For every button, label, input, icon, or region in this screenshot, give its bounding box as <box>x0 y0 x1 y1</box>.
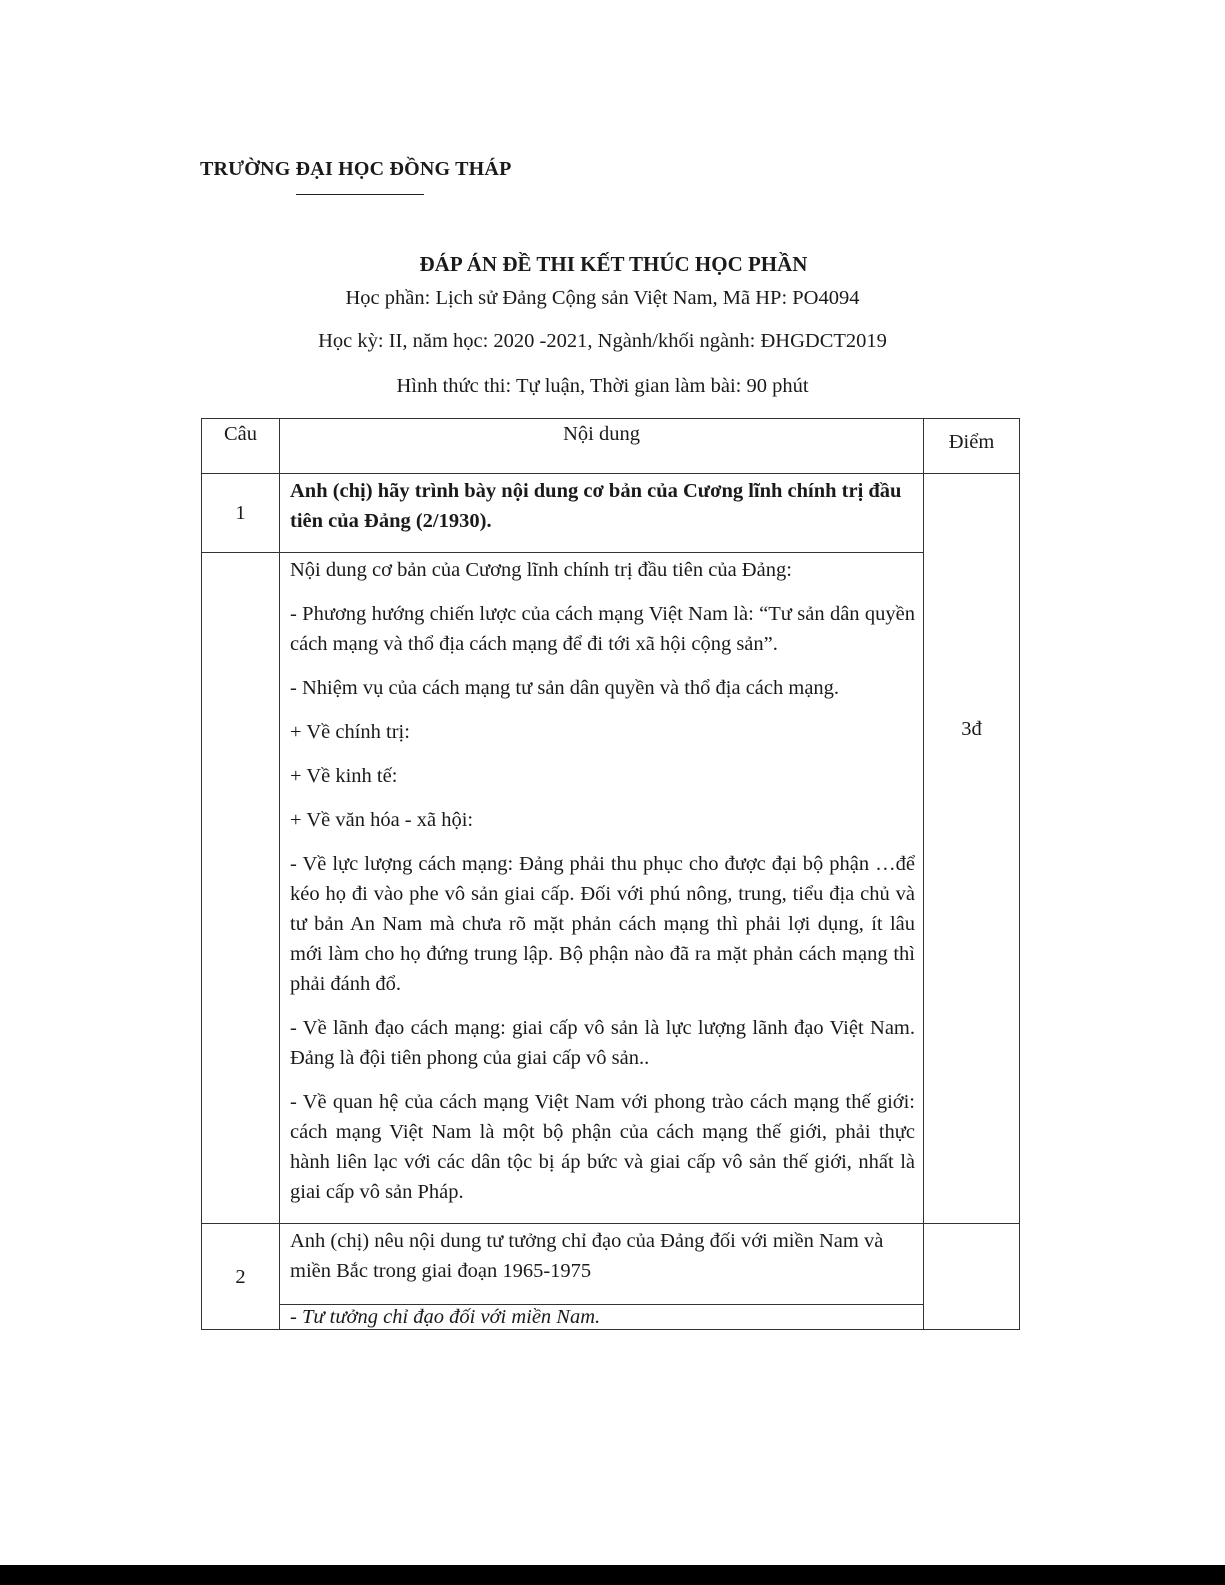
q1-answer-line: - Về quan hệ của cách mạng Việt Nam với phong trào cách mạng thế giới: cách mạng Việt Nam là một bộ phận của cách mạng thế giới, phải thực hành liên lạc với các dân tộc bị áp bức và giai cấp vô sản thế giới, nhất là giai cấp vô sản Pháp. <box>290 1091 915 1203</box>
scan-bottom-edge <box>0 1565 1225 1585</box>
q1-score: 3đ <box>961 718 982 740</box>
table-header-row <box>202 419 1020 474</box>
q1-number-spacer <box>202 553 280 1224</box>
q1-answer-line: - Nhiệm vụ của cách mạng tư sản dân quyền và thổ địa cách mạng. <box>290 677 840 699</box>
header-score: Điểm <box>924 419 1020 474</box>
exam-format-line: Hình thức thi: Tự luận, Thời gian làm bài: 90 phút <box>396 375 809 397</box>
header-content: Nội dung <box>280 419 924 474</box>
q1-answer-line: + Về chính trị: <box>290 721 410 743</box>
q1-prompt: Anh (chị) hãy trình bày nội dung cơ bản của Cương lĩnh chính trị đầu tiên của Đảng (2/1930). <box>280 474 924 553</box>
q2-answer-row <box>202 1305 1020 1330</box>
q1-answer-line: + Về kinh tế: <box>290 765 398 787</box>
school-name: TRƯỜNG ĐẠI HỌC ĐỒNG THÁP <box>200 158 512 180</box>
q1-answer-line: Nội dung cơ bản của Cương lĩnh chính trị đầu tiên của Đảng: <box>290 559 792 581</box>
q2-prompt-row <box>202 1224 1020 1305</box>
document-title <box>0 252 1225 277</box>
q1-answer <box>280 553 924 1224</box>
course-line: Học phần: Lịch sử Đảng Cộng sản Việt Nam, Mã HP: PO4094 <box>345 287 860 309</box>
q1-answer-line: - Về lãnh đạo cách mạng: giai cấp vô sản là lực lượng lãnh đạo Việt Nam. Đảng là đội tiên phong của giai cấp vô sản.. <box>290 1017 915 1069</box>
document-title-text: ĐÁP ÁN ĐỀ THI KẾT THÚC HỌC PHẦN <box>419 252 808 276</box>
term-line: Học kỳ: II, năm học: 2020 -2021, Ngành/khối ngành: ĐHGDCT2019 <box>318 330 887 352</box>
answer-table <box>201 418 1020 1330</box>
q1-number: 1 <box>202 474 280 553</box>
q2-prompt: Anh (chị) nêu nội dung tư tưởng chỉ đạo của Đảng đối với miền Nam và miền Bắc trong giai đoạn 1965-1975 <box>280 1224 924 1305</box>
school-underline <box>296 194 424 195</box>
q1-answer-row <box>202 553 1020 1224</box>
q2-answer-first: - Tư tưởng chỉ đạo đối với miền Nam. <box>280 1305 924 1330</box>
header-question: Câu <box>202 419 280 474</box>
q2-score-cell <box>924 1224 1020 1330</box>
q1-prompt-row <box>202 474 1020 553</box>
q1-answer-line: + Về văn hóa - xã hội: <box>290 809 474 831</box>
q1-answer-line: - Về lực lượng cách mạng: Đảng phải thu phục cho được đại bộ phận …để kéo họ đi vào phe vô sản giai cấp. Đối với phú nông, trung, tiểu địa chủ và tư bản An Nam mà chưa rõ mặt phản cách mạng thì phải lợi dụng, ít lâu mới làm cho họ đứng trung lập. Bộ phận nào đã ra mặt phản cách mạng thì phải đánh đổ. <box>290 853 915 995</box>
q1-score-cell <box>924 474 1020 1224</box>
q1-answer-line: - Phương hướng chiến lược của cách mạng Việt Nam là: “Tư sản dân quyền cách mạng và thổ địa cách mạng để đi tới xã hội cộng sản”. <box>290 603 915 655</box>
q2-number: 2 <box>202 1224 280 1330</box>
